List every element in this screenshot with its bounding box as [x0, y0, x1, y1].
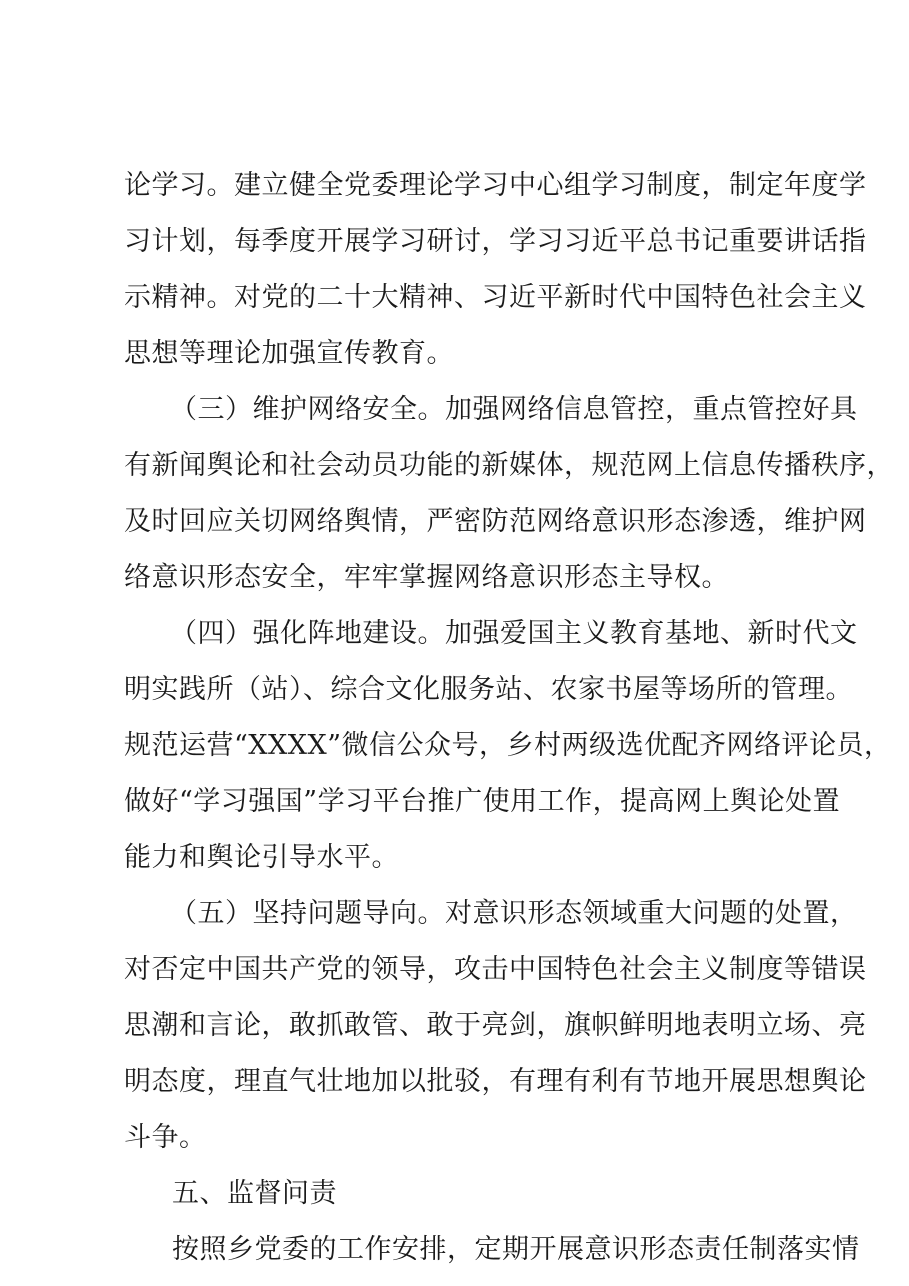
paragraph-line: 思潮和言论，敢抓敢管、敢于亮剑，旗帜鲜明地表明立场、亮: [124, 1010, 867, 1041]
paragraph-line: 规范运营“XXXX”微信公众号，乡村两级选优配齐网络评论员，: [124, 730, 892, 761]
paragraph-line: 思想等理论加强宣传教育。: [124, 338, 454, 369]
paragraph-line: 络意识形态安全，牢牢掌握网络意识形态主导权。: [124, 562, 729, 593]
paragraph-line: 对否定中国共产党的领导，攻击中国特色社会主义制度等错误: [124, 954, 867, 985]
section-heading-line: （四）强化阵地建设。加强爱国主义教育基地、新时代文: [170, 618, 858, 649]
paragraph-line: 明实践所（站）、综合文化服务站、农家书屋等场所的管理。: [124, 674, 853, 705]
paragraph-line: 及时回应关切网络舆情，严密防范网络意识形态渗透，维护网: [124, 506, 867, 537]
paragraph-line: 论学习。建立健全党委理论学习中心组学习制度，制定年度学: [124, 170, 867, 201]
paragraph-line: 明态度，理直气壮地加以批驳，有理有利有节地开展思想舆论: [124, 1066, 867, 1097]
paragraph-line: 有新闻舆论和社会动员功能的新媒体，规范网上信息传播秩序，: [124, 450, 894, 481]
paragraph-line: 做好“学习强国”学习平台推广使用工作，提高网上舆论处置: [124, 786, 841, 817]
paragraph-line: 按照乡党委的工作安排，定期开展意识形态责任制落实情: [172, 1234, 860, 1265]
chapter-heading: 五、监督问责: [172, 1178, 337, 1209]
paragraph-line: 能力和舆论引导水平。: [124, 842, 399, 873]
paragraph-line: 习计划，每季度开展学习研讨，学习习近平总书记重要讲话指: [124, 226, 867, 257]
paragraph-line: 示精神。对党的二十大精神、习近平新时代中国特色社会主义: [124, 282, 867, 313]
section-heading-line: （三）维护网络安全。加强网络信息管控，重点管控好具: [170, 394, 858, 425]
paragraph-line: 斗争。: [124, 1122, 207, 1153]
section-heading-line: （五）坚持问题导向。对意识形态领域重大问题的处置，: [170, 898, 858, 929]
